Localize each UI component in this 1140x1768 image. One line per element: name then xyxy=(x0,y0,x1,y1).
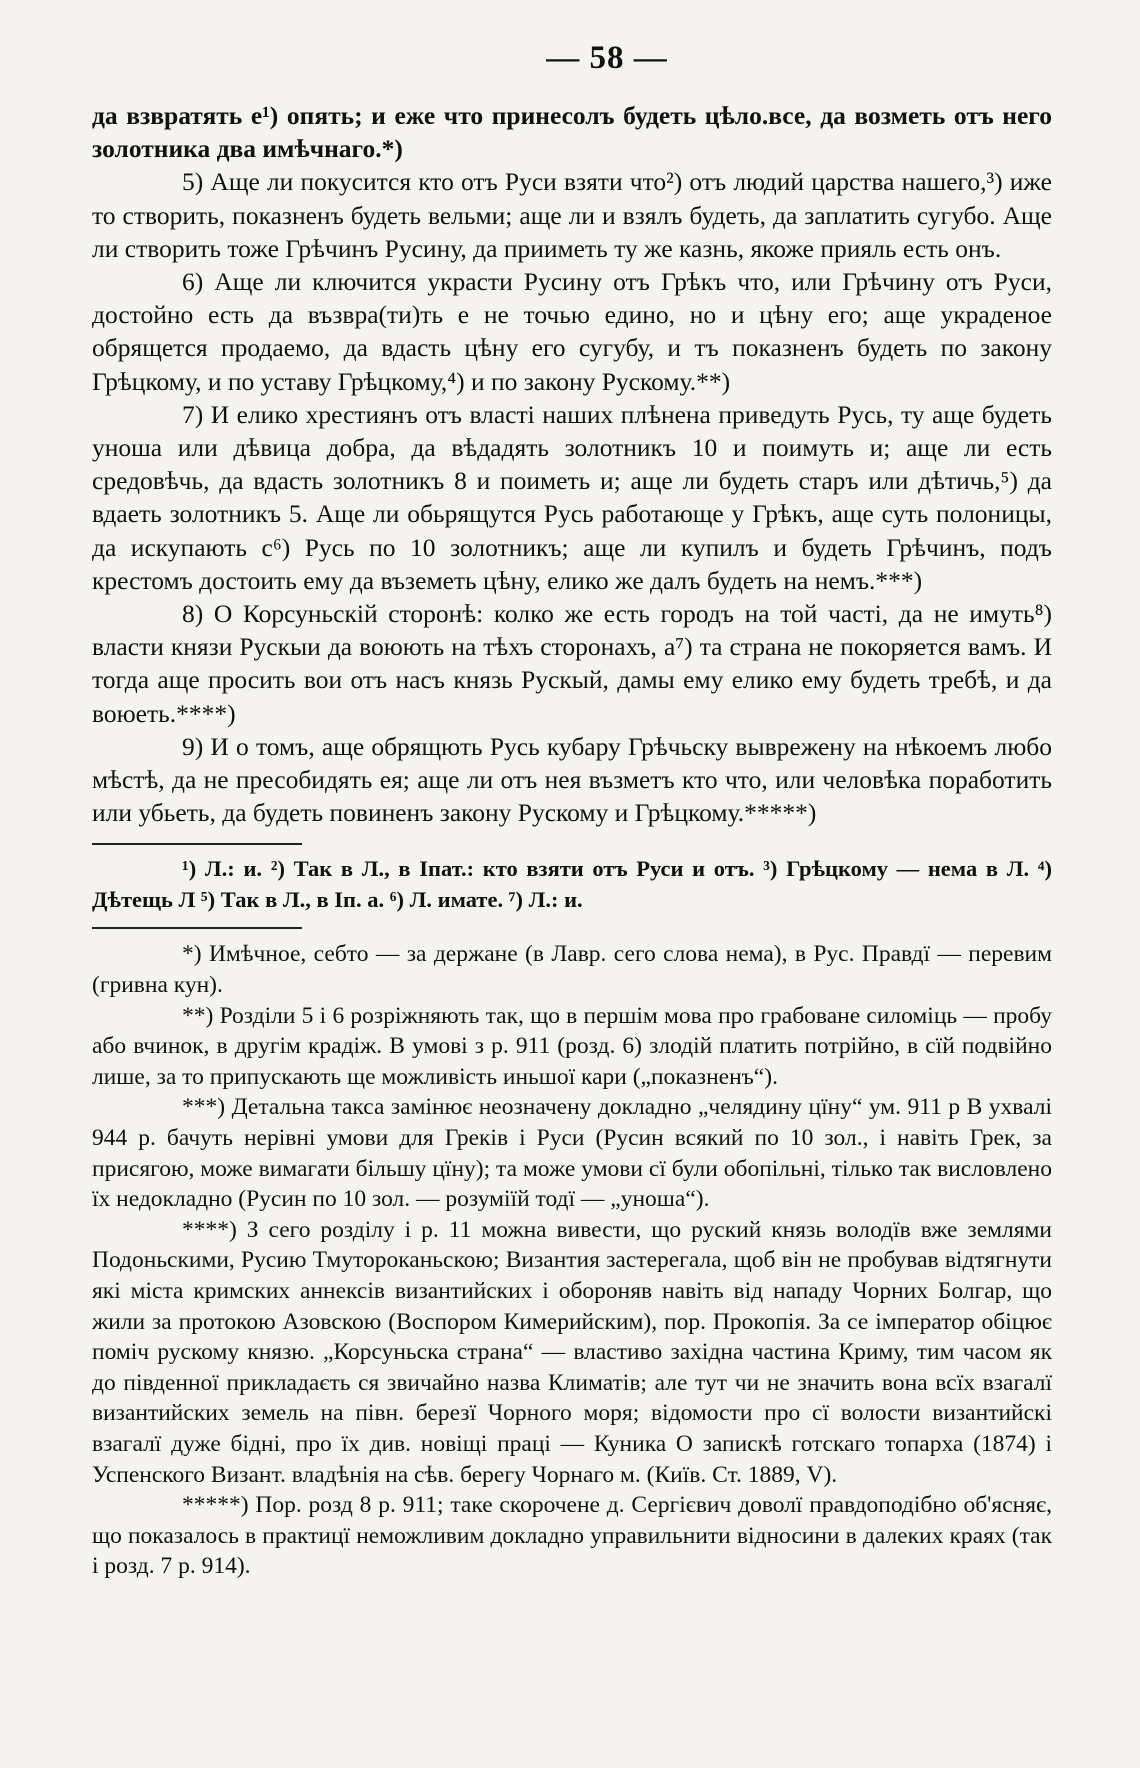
document-page xyxy=(92,40,1052,1582)
footnote-5: *****) Пор. розд 8 р. 911; таке скорочене д. Сергієвич доволї правдоподібно об'ясняє, що показалось в практицї неможливим докладно управильнити відносини в далеких краях (так і розд. 7 р. 914). xyxy=(92,1492,1052,1580)
footnote-3: ***) Детальна такса замінює неозначену докладно „челядину цїну“ ум. 911 р В ухвалі 944 р. бачуть нерівні умови для Греків і Руси (Русин всякий по 10 зол., і навіть Грек, за присягою, може вимагати більшу цїну); та може умови сї були обопільні, тілько так висловлено їх недокладно (Русин по 10 зол. — розуміїй тодї — „уноша“). xyxy=(92,1094,1052,1213)
footnote-1: *) Имѣчное, себто — за держане (в Лавр. сего слова нема), в Рус. Правдї — перевим (гривна кун). xyxy=(92,941,1052,999)
textual-variant-notes: ¹) Л.: и. ²) Так в Л., в Іпат.: кто взяти отъ Руси и отъ. ³) Грѣцкому — нема в Л. ⁴) Дѣтещь Л ⁵) Так в Л., в Іп. а. ⁶) Л. имате. ⁷) Л.: и. xyxy=(92,856,1052,913)
paragraph-article-6: 6) Аще ли ключится украсти Русину отъ Грѣкъ что, или Грѣчину отъ Руси, достойно есть да възвра(ти)ть е не точью едино, но и цѣну его; аще украденое обрящется продаемо, да вдасть цѣну его сугубу, и тъ показненъ будеть по закону Грѣцкому, и по уставу Грѣцкому,⁴) и по закону Рускому.**) xyxy=(92,267,1052,396)
paragraph-article-8: 8) О Корсуньскій сторонѣ: колко же есть городъ на той часті, да не имуть⁸) власти князи Рускыи да воюють на тѣхъ сторонахъ, а⁷) та страна не покоряется вамъ. И тогда аще просить вои отъ насъ князь Рускый, дамы ему елико ему будеть требѣ, и да воюеть.****) xyxy=(92,599,1052,728)
footnote-2: **) Розділи 5 і 6 розріжняють так, що в першім мова про грабоване силоміць — пробу або вчинок, в другім крадіж. В умові з р. 911 (розд. 6) злодій платить потрійно, в сїй подвійно лише, за то припускають ще можливість иньшої кари („показненъ“). xyxy=(92,1002,1052,1090)
page-number: — 58 — xyxy=(546,40,668,76)
footnote-4: ****) З сего розділу і р. 11 можна вивести, що руский князь володїв вже землями Подоньскими, Русию Тмутороканьскою; Византия застерегала, щоб він не пробував відтягнути які міста кримских аннексів византийских і обороняв навіть від нападу Чорних Болгар, що жили за протокою Азовскою (Воспором Кимерийским), пор. Прокопія. За се імператор обіцює поміч рускому князю. „Корсуньска страна“ — властиво західна частина Криму, тим часом як до південної прикладаєть ся звичайно назва Климатів; але тут чи не значить вона всїх взагалї византийских земель на півн. березї Чорного моря; відомости про сї волости византийскі взагалї дуже бідні, про їх див. новіщі праці — Куника О запискѣ готскаго топарха (1874) і Успенского Визант. владѣнія на сѣв. берегу Чорнаго м. (Київ. Ст. 1889, V). xyxy=(92,1216,1052,1488)
paragraph-continuation: да взвратять е¹) опять; и еже что принесолъ будеть цѣло.все, да возметь отъ него золотника два имѣчнаго.*) xyxy=(92,101,1052,164)
paragraph-article-7: 7) И елико хрестиянъ отъ власті наших плѣнена приведуть Русь, ту аще будеть уноша или дѣвица добра, да вѣдадять золотникъ 10 и поимуть и; аще ли есть средовѣчь, да вдасть золотникъ 8 и поиметь и; аще ли будеть старъ или дѣтичь,⁵) да вдаеть золотникъ 5. Аще ли обьрящутся Русь работающе у Грѣкъ, аще суть полоницы, да искупають с⁶) Русь по 10 золотникъ; аще ли купилъ и будеть Грѣчинъ, подъ крестомъ достоить ему да въземеть цѣну, елико же далъ будеть на немъ.***) xyxy=(92,399,1052,595)
paragraph-article-5: 5) Аще ли покусится кто отъ Руси взяти что²) отъ людий царства нашего,³) иже то створить, показненъ будеть вельми; аще ли и взялъ будеть, да заплатить сугубо. Аще ли створить тоже Грѣчинъ Русину, да прииметь ту же казнь, якоже прияль есть онъ. xyxy=(92,167,1052,263)
paragraph-article-9: 9) И о томъ, аще обрящють Русь кубару Грѣчьску выврежену на нѣкоемъ любо мѣстѣ, да не пресобидять ея; аще ли отъ нея възметъ кто что, или человѣка поработить или убьеть, да будеть повиненъ закону Рускому и Грѣцкому.*****) xyxy=(92,731,1052,828)
commentary-divider xyxy=(92,927,302,929)
footnote-divider xyxy=(92,843,302,845)
